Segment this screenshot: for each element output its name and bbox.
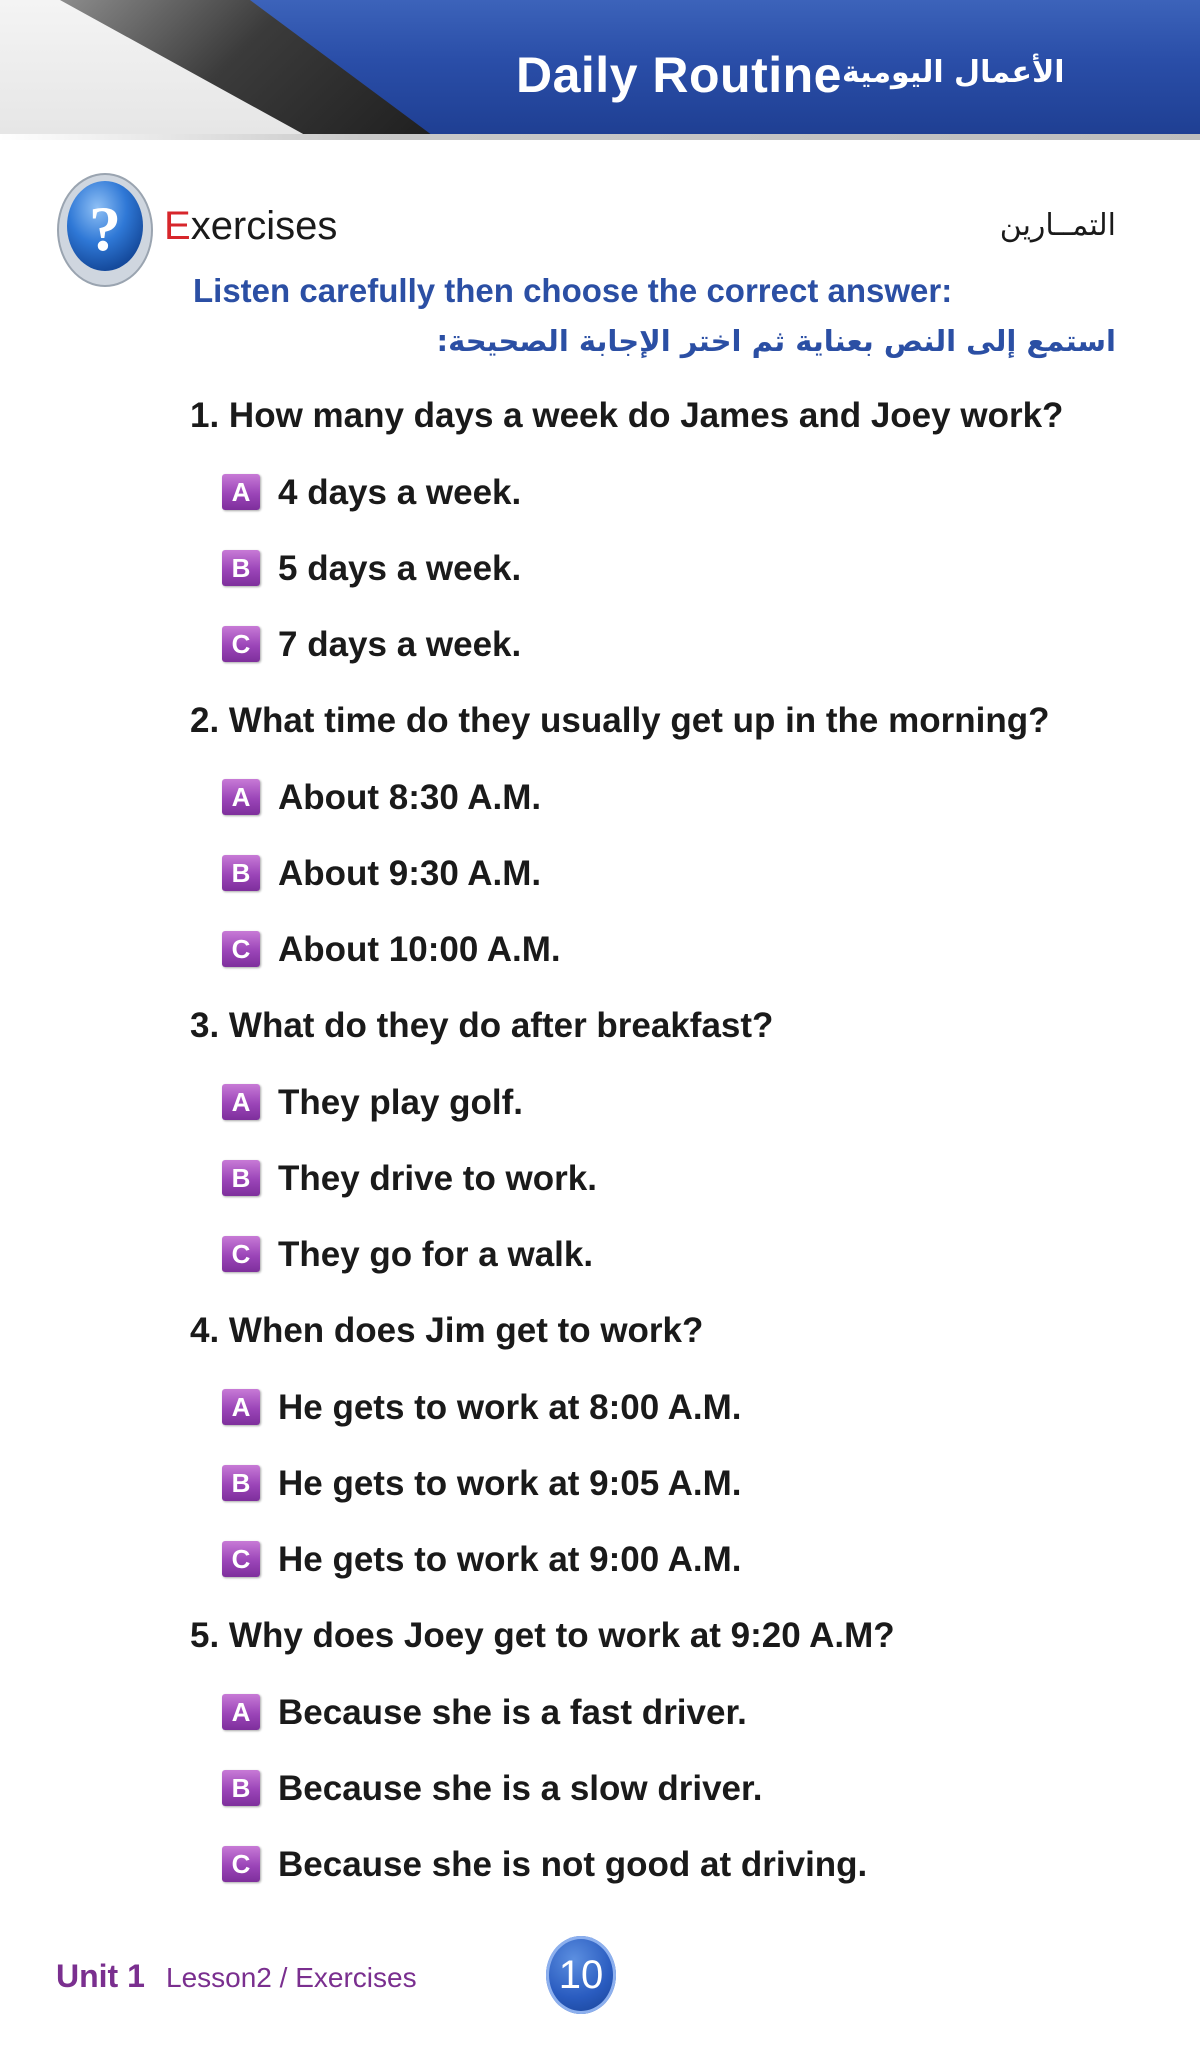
option-text: About 8:30 A.M. (278, 778, 542, 817)
option-badge: A (222, 474, 260, 510)
option-text: They go for a walk. (278, 1235, 594, 1274)
option-text: They drive to work. (278, 1159, 597, 1198)
option-badge: C (222, 931, 260, 967)
option-text: They play golf. (278, 1083, 524, 1122)
unit-label: Unit 1 (56, 1958, 145, 1994)
option-badge: C (222, 1541, 260, 1577)
option-badge: A (222, 1389, 260, 1425)
page-title: Daily Routine (516, 47, 842, 103)
page-number-badge (546, 1936, 616, 2014)
instruction-arabic: استمع إلى النص بعناية ثم اختر الإجابة الصحيحة: (436, 324, 1116, 358)
exercises-title-arabic: التمــارين (999, 208, 1116, 243)
option-text: 5 days a week. (278, 549, 522, 588)
instruction: Listen carefully then choose the correct answer: (193, 272, 953, 309)
question-mark-icon (56, 168, 154, 288)
question-4: 4. When does Jim get to work? (190, 1311, 704, 1350)
exercises-title (164, 204, 337, 249)
option-badge: C (222, 1236, 260, 1272)
option-badge: C (222, 1846, 260, 1882)
exercises-title-initial: E (164, 204, 191, 248)
option-badge: A (222, 1694, 260, 1730)
option-text: He gets to work at 8:00 A.M. (278, 1388, 742, 1427)
svg-text:?: ? (89, 193, 121, 264)
option-badge: B (222, 550, 260, 586)
question-2: 2. What time do they usually get up in the morning? (190, 701, 1050, 740)
option-badge: B (222, 1160, 260, 1196)
option-text: Because she is not good at driving. (278, 1845, 868, 1884)
option-text: He gets to work at 9:05 A.M. (278, 1464, 742, 1503)
option-text: He gets to work at 9:00 A.M. (278, 1540, 742, 1579)
option-text: About 9:30 A.M. (278, 854, 542, 893)
lesson-label: Lesson2 / Exercises (166, 1962, 417, 1993)
page-title-arabic: الأعمال اليومية (842, 55, 1065, 90)
option-text: About 10:00 A.M. (278, 930, 561, 969)
option-badge: C (222, 626, 260, 662)
page-number: 10 (558, 1953, 604, 1997)
header-divider (0, 134, 1200, 140)
question-1: 1. How many days a week do James and Joey work? (190, 396, 1064, 435)
question-3: 3. What do they do after breakfast? (190, 1006, 774, 1045)
option-badge: B (222, 1465, 260, 1501)
option-text: 7 days a week. (278, 625, 522, 664)
option-badge: A (222, 779, 260, 815)
option-text: 4 days a week. (278, 473, 522, 512)
option-text: Because she is a slow driver. (278, 1769, 763, 1808)
option-badge: B (222, 855, 260, 891)
option-text: Because she is a fast driver. (278, 1693, 747, 1732)
option-badge: B (222, 1770, 260, 1806)
question-5: 5. Why does Joey get to work at 9:20 A.M? (190, 1616, 895, 1655)
exercises-title-rest: xercises (190, 204, 338, 248)
option-badge: A (222, 1084, 260, 1120)
